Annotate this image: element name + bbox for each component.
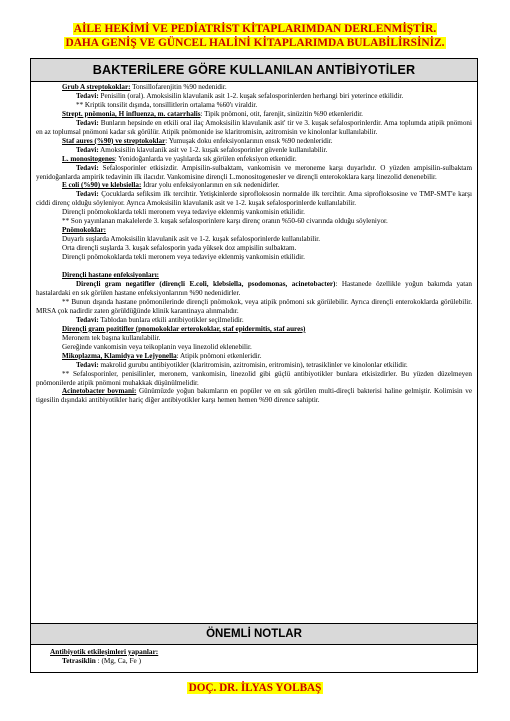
paragraph-mikoplazma: Mikoplazma, Klamidya ve Lejyonella: Atipik pnömoni etkenleridir. — [62, 351, 262, 360]
content-frame — [30, 58, 478, 673]
header-banner — [0, 22, 510, 50]
paragraph-gram-negatif-tedavi: Tedavi: Tablodan bunlara etkili antibiyotikler seçilmelidir. — [76, 315, 244, 324]
paragraph-gram-pozitif-2: Gereğinde vankomisin veya teikoplanin veya linezolid eklenebilir. — [62, 342, 252, 351]
paragraph-staf-tedavi: Tedavi: Amoksisilin klavulanik asit ve 1-2. kuşak sefalosporinler güvenle kullanılabilir. — [76, 145, 328, 154]
paragraph-pnomo-2: Orta dirençli suşlarda 3. kuşak sefalosporin yada yüksek doz ampisilin sulbaktam. — [62, 244, 297, 253]
paragraph-gram-pozitif-head: Dirençli gram pozitifler (pnomokoklar erterokoklar, staf epidermitis, staf aures) — [62, 324, 306, 333]
paragraph-ecoli-note: ** Son yayınlanan makalelerde 3. kuşak sefalosporinlere karşı direnç oranın %50-60 civarında olduğu söyleniyor. — [62, 217, 388, 226]
banner-line-1: AİLE HEKİMİ VE PEDİATRİST KİTAPLARIMDAN DERLENMİŞTİR. — [73, 23, 437, 35]
paragraph-ecoli-line2: Dirençli pnömokoklarda tekli meronem veya tedaviye eklenmiş vankomisin etkilidir. — [62, 208, 305, 217]
paragraph-gram-pozitif-1: Meronem tek başına kullanılabilir. — [62, 333, 161, 342]
notes-line: Tetrasiklin : (Mg, Ca, Fe ) — [62, 656, 141, 665]
paragraph-pnomo-1: Duyarlı suşlarda Amoksisilin klavulanik asit ve 1-2. kuşak sefalosporinlerde kullanılabilir. — [62, 235, 321, 244]
paragraph-staf: Staf aures (%90) ve streptokoklar: Yumuşak doku enfeksiyonlarının ensık %90 nedenleridir. — [62, 136, 333, 145]
paragraph-hastane-head: Dirençli hastane enfeksiyonları: — [62, 271, 160, 280]
page-title: BAKTERİLERE GÖRE KULLANILAN ANTİBİYOTİLER — [31, 59, 477, 82]
main-content — [36, 83, 472, 405]
spacer — [36, 262, 472, 271]
paragraph-grup-a-tedavi: Tedavi: Penisilin (oral). Amoksisilin klavulanik asit 1-2. kuşak sefalosporinlerden herhangi biri yeterince etkilidir. — [76, 91, 404, 100]
paragraph-grup-a-note: ** Kriptik tonsilit dışında, tonsillitlerin ortalama %60'ı viraldir. — [76, 100, 258, 109]
paragraph-strept: Strept. pnömonia, H influenza, m. catarrhalis: Tipik pnömoni, otit, farenjit, sinüzitin %90 etkenleridir. — [62, 109, 363, 118]
paragraph-pnomo-head: Pnömokoklar: — [62, 226, 107, 235]
paragraph-mikoplazma-note: ** Sefalosporinler, penisilinler, meronem, vankomisin, linezolid gibi güçlü antibiyotikler bunlara etkisizdirler. Bu yüzden düzelmeyen pnömonilerde atipik pnömoni muhakkak düşünülmelidir. — [36, 369, 472, 387]
paragraph-strept-tedavi: Tedavi: Bunların hepsinde en etkili oral ilaç Amoksisilin klavulanik asit' tir ve 3. kuşak sefalosporinlerdir. Ama toplumda atipik pnömoni en az toplumsal pnömoni kadar sık görülür. Atipik pnömonide ise klaritromisin, azitromisin ve kinolonlar kullanılabilir. — [36, 118, 472, 136]
paragraph-mikoplazma-tedavi: Tedavi: makrolid gurubu antibiyotikler (klaritromisin, azitromisin, eritromisin), tetrasiklinler ve kinolonlar etkilidir. — [76, 360, 408, 369]
paragraph-listeria-tedavi: Tedavi: Sefalosporinler etkisizdir. Ampisilin-sulbaktam, vankomisin ve meroneme karşı duyarlıdır. O yüzden ampisilin-sulbaktam yenidoğanlarda ampirik tedavinin ilk ilacıdır. Vankomisine dirençli L.monositogenesler ve dirençli enterokoklara karşı linezolid denenebilir. — [36, 163, 472, 181]
banner-line-2: DAHA GENİŞ VE GÜNCEL HALİNİ KİTAPLARIMDA BULABİLİRSİNİZ. — [65, 37, 445, 49]
paragraph-ecoli: E coli (%90) ve klebsiella: İdrar yolu enfeksiyonlarının en sık nedenidirler. — [62, 181, 280, 190]
paragraph-grup-a: Grub A streptokoklar: Tonsillofarenjitin %90 nedenidir. — [62, 83, 227, 91]
notes-title: ÖNEMLİ NOTLAR — [31, 623, 477, 645]
paragraph-gram-negatif-note: ** Bunun dışında hastane pnömonilerinde dirençli pnömokok, veya atipik pnömoni sık görülebilir. Ayrıca dirençli enterokoklarda görülebilir. MRSA çok nadirdir zaten görüldüğünde klinik karantinaya alınmalıdır. — [36, 297, 472, 315]
paragraph-listeria: L. monositogenes: Yenidoğanlarda ve yaşlılarda sık görülen enfeksiyon etkenidir. — [62, 154, 297, 163]
paragraph-gram-negatif: Dirençli gram negatifler (dirençli E.coli, klebsiella, psodomonas, acinetobacter): Hastanede özellikle yoğun bakımda yatan hastalardaki en sık görülen hastane enfeksiyonlarının %90 nedenidirler. — [36, 280, 472, 297]
author-name: DOÇ. DR. İLYAS YOLBAŞ — [188, 682, 322, 694]
paragraph-pnomo-3: Dirençli pnömokoklarda tekli meronem veya tedaviye eklenmiş vankomisin etkilidir. — [62, 253, 305, 262]
paragraph-ecoli-tedavi: Tedavi: Çocuklarda sefiksim ilk tercihtir. Yetişkinlerde siprofloksosin normalde ilk tercihtir. Ama siprofloksosine ve TMP-SMT'e karşı ciddi direnç olduğu söyleniyor. Ayrıca Amoksisilin klavulanik asit ve 1-2. kuşak sefalosporinlerde kullanılabilir. — [36, 190, 472, 208]
notes-heading: Antibiyotik etkileşimleri yapanlar: — [50, 647, 159, 656]
notes-content — [36, 647, 472, 665]
author-signature — [0, 682, 510, 694]
paragraph-acinetobacter: Acinetobacter bovmani: Günümüzde yoğun bakımların en popüler ve en sık görülen multi-direçli bakterisi haline gelmiştir. Kolimisin ve tigesilin dışındaki antibiyotikler hariç diğer antibiyotikler karşı hemen hemen %90 dirence sahiptir. — [36, 387, 472, 405]
